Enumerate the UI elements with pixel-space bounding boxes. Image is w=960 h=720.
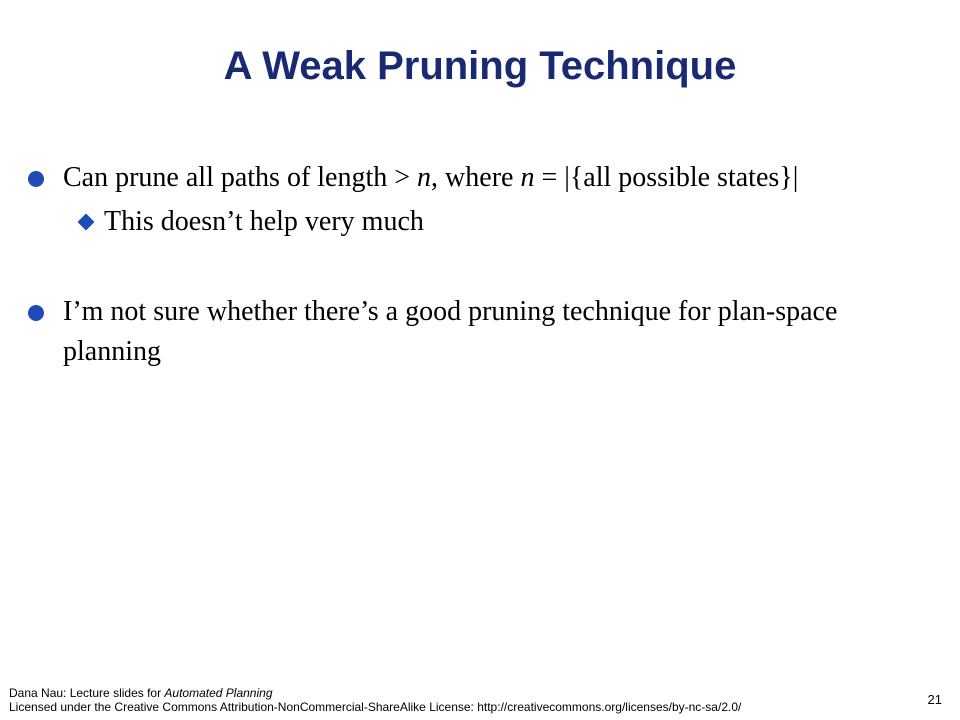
bullet-text-1 [63, 158, 798, 198]
page-number: 21 [927, 692, 942, 707]
slide-title: A Weak Pruning Technique [223, 44, 737, 88]
bullet-dot-icon [28, 305, 44, 321]
bullet-dot-icon [28, 171, 44, 187]
sub-bullet-item-1 [80, 202, 880, 242]
footer-book-title: Automated Planning [164, 686, 273, 700]
bullet-text-italic: n [520, 162, 535, 193]
bullet-text-2: I’m not sure whether there’s a good pruning technique for plan-space planning [63, 296, 838, 367]
bullet-item-1 [28, 158, 928, 198]
footer-line-1 [9, 686, 741, 700]
diamond-bullet-icon [78, 214, 95, 231]
footer-line-2: Licensed under the Creative Commons Attribution-NonCommercial-ShareAlike License: http://creativecommons.org/licenses/by-nc-sa/2.0/ [9, 700, 742, 714]
footer [9, 686, 741, 714]
bullet-text-italic: n [417, 162, 432, 193]
bullet-text-part: = |{all possible states}| [534, 162, 799, 193]
footer-author: Dana Nau: Lecture slides for [9, 686, 165, 700]
bullet-text-part: , where [431, 162, 521, 193]
bullet-text-part: Can prune all paths of length > [63, 162, 418, 193]
bullet-item-2 [28, 292, 898, 372]
sub-bullet-text-1: This doesn’t help very much [104, 206, 424, 237]
